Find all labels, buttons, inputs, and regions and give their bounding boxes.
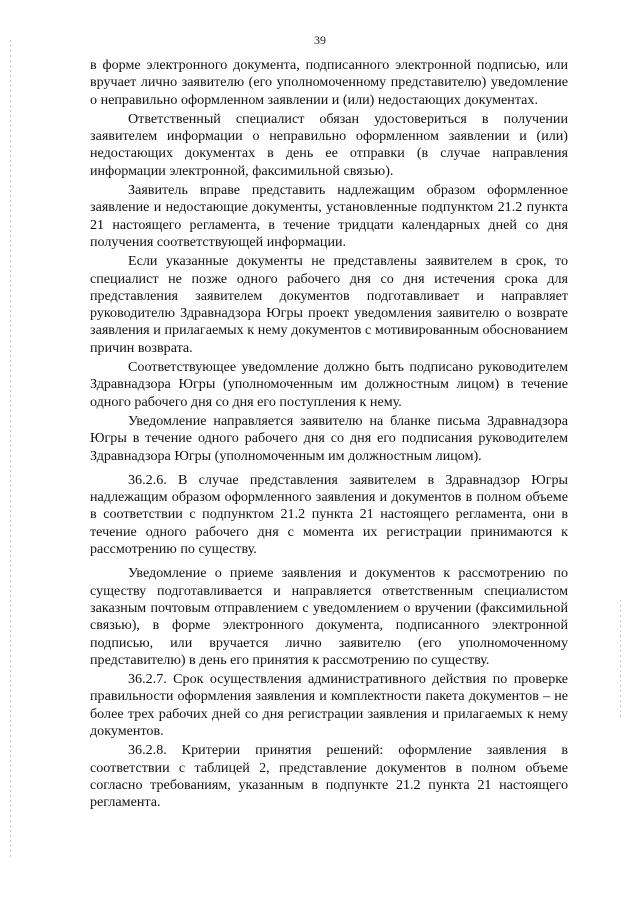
paragraph: 36.2.8. Критерии принятия решений: оформление заявления в соответствии с таблицей 2, представление документов в полном объеме согласно требованиям, указанным в подпункте 21.2 пункта 21 настоящего регламента. bbox=[90, 742, 568, 811]
paragraph: Заявитель вправе представить надлежащим образом оформленное заявление и недостающие документы, установленные подпунктом 21.2 пункта 21 настоящего регламента, в течение тридцати календарных дней со дня получения соответствующей информации. bbox=[90, 182, 568, 250]
paragraph: Соответствующее уведомление должно быть подписано руководителем Здравнадзора Югры (уполномоченным им должностным лицом) в течение одного рабочего дня со дня его поступления к нему. bbox=[90, 359, 568, 410]
right-margin-scan-mark bbox=[620, 600, 621, 720]
paragraph: 36.2.6. В случае представления заявителем в Здравнадзор Югры надлежащим образом оформленного заявления и документов в полном объеме в соответствии с подпунктом 21.2 пункта 21 настоящего регламента, они в течение одного рабочего дня с момента их регистрации принимаются к рассмотрению по существу. bbox=[90, 471, 568, 558]
paragraph: Уведомление о приеме заявления и документов к рассмотрению по существу подготавливается и направляется ответственным специалистом заказным почтовым отправлением с уведомлением о вручении (факсимильной связью), в форме электронного документа, подписанного электронной подписью, или вручается лично заявителю (его уполномоченному представителю) в день его принятия к рассмотрению по существу. bbox=[90, 565, 568, 668]
paragraph: 36.2.7. Срок осуществления административного действия по проверке правильности оформления заявления и комплектности пакета документов – не более трех рабочих дней со дня регистрации заявления и прилагаемых к нему документов. bbox=[90, 671, 568, 739]
left-margin-scan-mark bbox=[10, 40, 11, 860]
paragraph: Если указанные документы не представлены заявителем в срок, то специалист не позже одного рабочего дня со дня истечения срока для представления заявителем документов подготавливает и направляет руководителю Здравнадзора Югры проект уведомления заявителю о возврате заявления и прилагаемых к нему документов с мотивированным обоснованием причин возврата. bbox=[90, 253, 568, 356]
paragraph: Ответственный специалист обязан удостовериться в получении заявителем информации о неправильно оформленном заявлении и (или) недостающих документах в день ее отправки (в случае направления информации электронной, факсимильной связью). bbox=[90, 110, 568, 179]
page-number: 39 bbox=[314, 33, 326, 47]
paragraph: в форме электронного документа, подписанного электронной подписью, или вручает лично заявителю (его уполномоченному представителю) уведомление о неправильно оформленном заявлении и (или) недостающих документах. bbox=[90, 57, 568, 108]
paragraph: Уведомление направляется заявителю на бланке письма Здравнадзора Югры в течение одного рабочего дня со дня его подписания руководителем Здравнадзора Югры (уполномоченным им должностным лицом). bbox=[90, 412, 568, 464]
document-body bbox=[90, 57, 568, 813]
